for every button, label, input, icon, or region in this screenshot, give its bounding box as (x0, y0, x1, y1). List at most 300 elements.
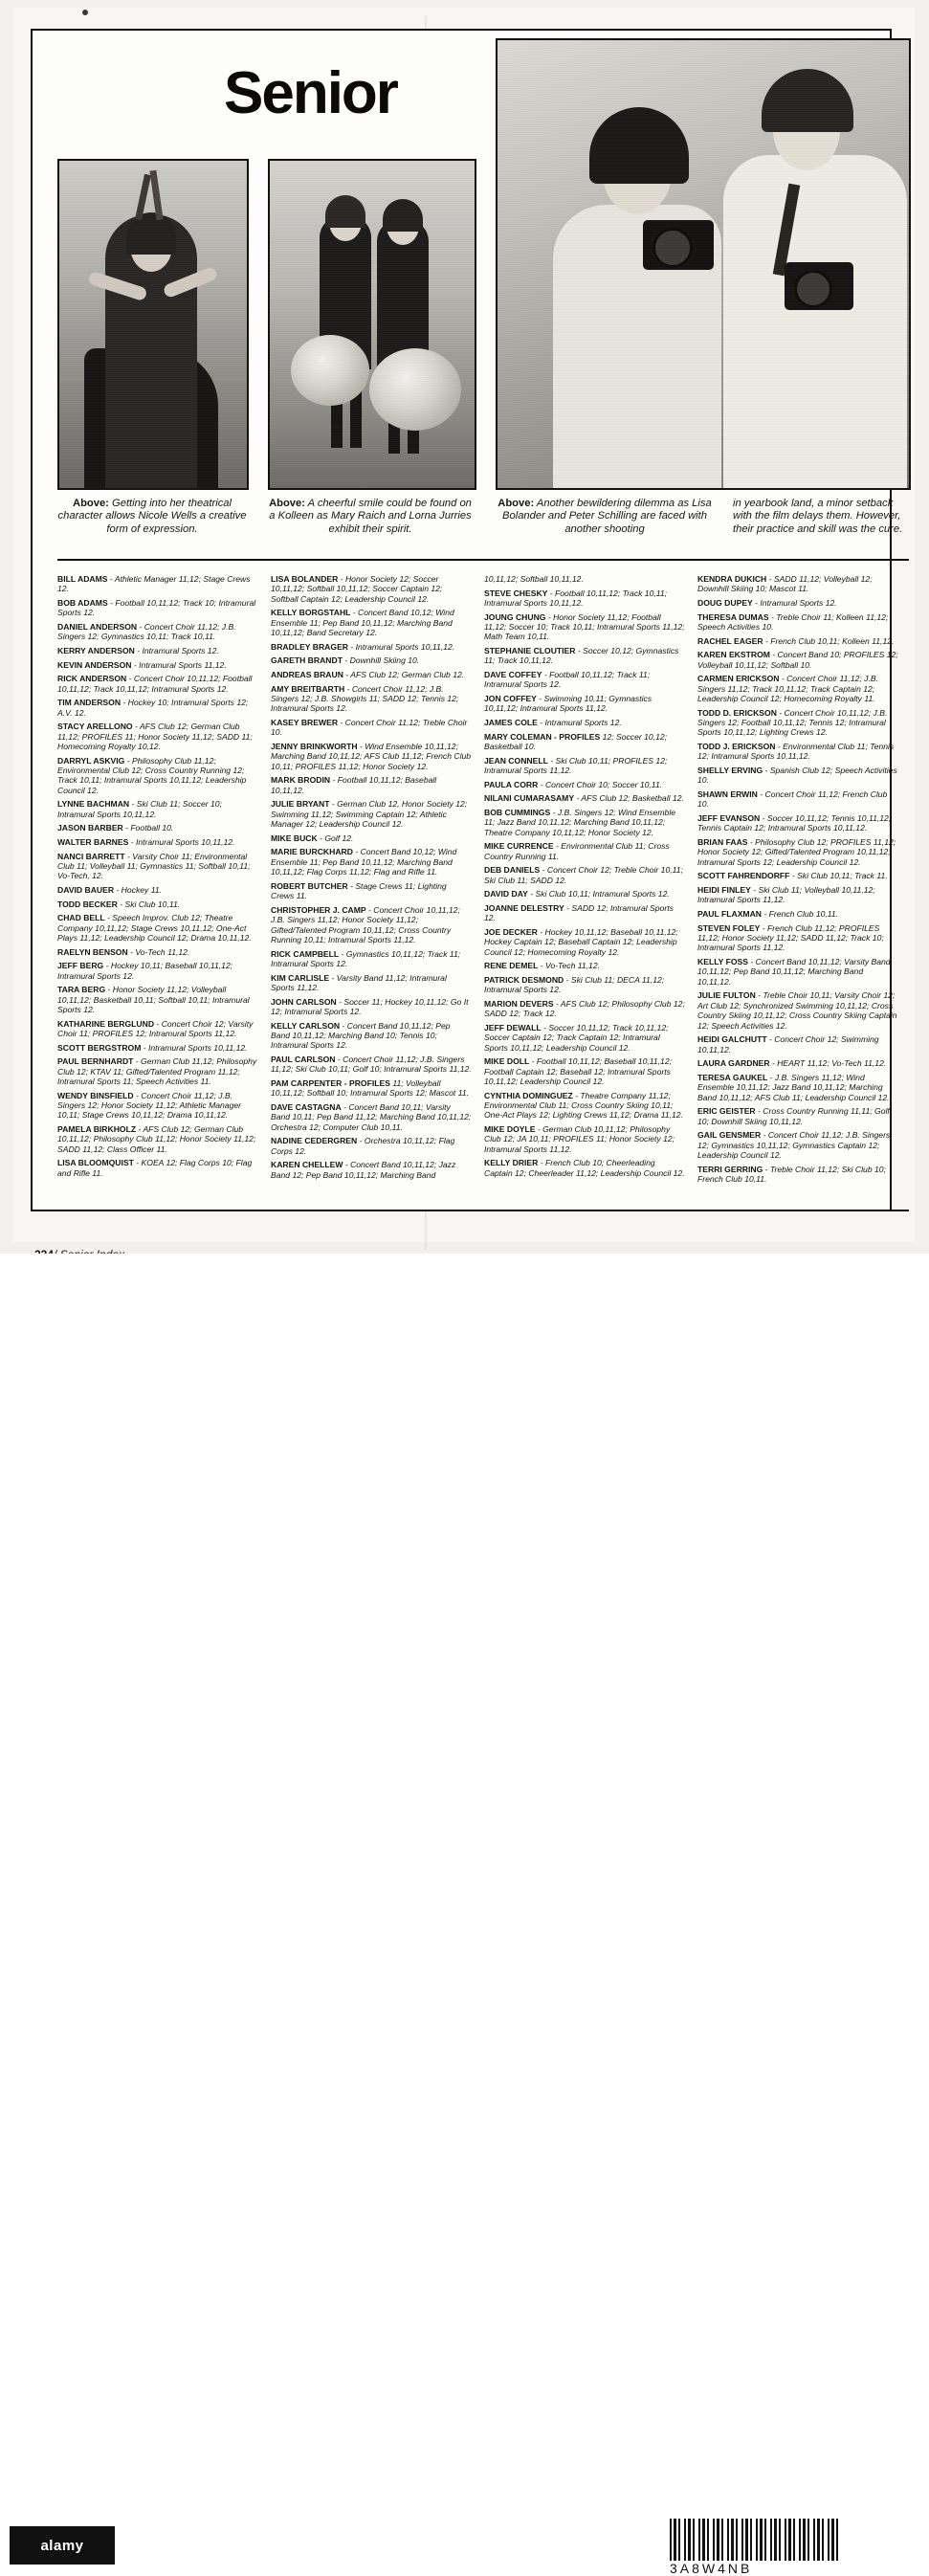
index-entry-name: LISA BLOOMQUIST (57, 1158, 134, 1168)
index-entry-activities: - AFS Club 12; German Club 10,11,12; Philosophy Club 11,12; Honor Society 11,12; SADD 11,12; Class Officer 11. (57, 1124, 256, 1154)
index-entry-name: SCOTT FAHRENDORFF (697, 871, 790, 881)
index-entry (697, 923, 898, 953)
alamy-logo (10, 2526, 115, 2565)
index-entry (57, 899, 258, 909)
photo-caption-3 (490, 498, 719, 536)
index-entry (57, 1124, 258, 1154)
index-entry-name: STEVE CHESKY (484, 588, 548, 598)
index-entry (271, 742, 472, 771)
index-entry-name: PAM CARPENTER - PROFILES (271, 1078, 390, 1089)
index-entry (271, 799, 472, 829)
index-entry-activities: - Intramural Sports 12. (537, 718, 622, 727)
index-entry-activities: - Ski Club 10,11. (117, 899, 181, 909)
index-entry-name: LAURA GARDNER (697, 1058, 770, 1069)
index-entry-activities: - AFS Club 12; Basketball 12. (574, 793, 684, 804)
index-entry-name: DEB DANIELS (484, 865, 541, 876)
index-entry-activities: - Soccer 10,11,12; Tennis 10,11,12; Tennis Captain 12; Intramural Sports 10,11,12. (697, 813, 892, 833)
image-code: 3A8W4NB (670, 2561, 753, 2576)
index-entry-activities: - Downhill Skiing 10. (342, 655, 420, 666)
index-entry (697, 636, 898, 646)
index-entry-activities: - Concert Choir 12; Treble Choir 10,11; Ski Club 11; SADD 12. (484, 865, 683, 885)
photo-lisa-bolander-peter-schilling (496, 38, 911, 490)
index-entry-name: DANIEL ANDERSON (57, 622, 138, 632)
index-entry (271, 574, 472, 604)
index-entry (271, 1102, 472, 1132)
index-entry-activities: - Honor Society 12; Soccer 10,11,12; Softball 10,11,12; Soccer Captain 12; Softball Captain 12; Leadership Council 12. (271, 574, 443, 604)
index-entry (271, 642, 472, 652)
index-entry-name: MARK BRODIN (271, 775, 331, 786)
index-entry-activities: - Concert Band 10; PROFILES 12; Volleyball 10,11,12; Softball 10. (697, 650, 898, 670)
index-column-3 (484, 574, 697, 1206)
index-entry-activities: - Environmental Club 11; Cross Country Running 11. (484, 841, 670, 861)
index-entry (697, 1034, 898, 1055)
index-entry-name: MARY COLEMAN - PROFILES (484, 731, 601, 742)
index-entry (271, 1160, 472, 1180)
senior-index-columns (57, 574, 911, 1206)
index-entry-activities: - Athletic Manager 11,12; Stage Crews 12. (57, 574, 251, 594)
index-entry-name: LYNNE BACHMAN (57, 799, 130, 810)
index-entry (697, 1130, 898, 1160)
index-entry-activities: - Concert Choir 11,12; J.B. Singers 11,12; Ski Club 10,11; Golf 10; Intramural Sports 11,12. (271, 1055, 472, 1075)
index-entry (271, 1136, 472, 1156)
index-entry (57, 885, 258, 895)
index-entry (697, 957, 898, 987)
index-entry-name: JASON BARBER (57, 823, 123, 833)
caption-lead: Above: (269, 498, 305, 509)
index-entry (697, 708, 898, 738)
index-entry-activities: - Ski Club 10,11; Track 11. (789, 871, 888, 881)
photo-mary-raich-lorna-jurries (268, 159, 476, 490)
index-entry-name: NANCI BARRETT (57, 851, 125, 861)
index-entry (484, 865, 685, 885)
index-entry (697, 1073, 898, 1102)
index-entry-name: GAIL GENSMER (697, 1130, 762, 1141)
index-entry-activities: - Orchestra 10,11,12; Flag Corps 12. (271, 1136, 455, 1156)
index-entry-name: ANDREAS BRAUN (271, 670, 343, 679)
index-entry-activities: - Football 10. (122, 823, 174, 833)
index-entry-name: MARIE BURCKHARD (271, 847, 353, 857)
index-entry-activities: - Concert Choir 10,11,12; J.B. Singers 12; Football 10,11,12; Tennis 12; Intramural Sports 10,11,12; Lighting Crews 12. (697, 707, 888, 738)
caption-text: Getting into her theatrical character allows Nicole Wells a creative form of expression. (57, 498, 247, 535)
index-entry (697, 789, 898, 810)
index-entry-name: RAELYN BENSON (57, 946, 128, 957)
index-entry (57, 674, 258, 694)
index-entry (57, 837, 258, 847)
index-entry-name: TIM ANDERSON (57, 698, 122, 708)
index-entry (57, 722, 258, 751)
photo-caption-1 (57, 498, 247, 536)
index-entry-activities: - Concert Choir 10,11,12; J.B. Singers 11,12; Honor Society 11,12; Gifted/Talented Program 10,11,12; Cross Country Running 10,11; Intramural Sports 11,12. (271, 904, 460, 945)
index-entry-name: KELLY CARLSON (271, 1020, 341, 1031)
index-entry-activities: - Concert Choir 10; Soccer 10,11. (538, 779, 663, 789)
index-entry (484, 1158, 685, 1178)
index-entry-name: TODD BECKER (57, 899, 118, 909)
index-entry (484, 670, 685, 690)
index-entry (271, 1055, 472, 1075)
index-entry (484, 808, 685, 837)
index-entry-activities: - Ski Club 10,11; Intramural Sports 12. (527, 889, 670, 899)
index-entry-activities: - German Club 10,11,12; Philosophy Club 12; JA 10,11; PROFILES 11; Honor Society 12; Intramural Sports 11,12. (484, 1124, 675, 1154)
index-entry-name: JULIE FULTON (697, 990, 756, 1001)
index-entry (484, 1056, 685, 1086)
index-entry (484, 961, 685, 970)
index-entry-name: DAVE COFFEY (484, 670, 542, 679)
index-entry (271, 833, 472, 843)
index-entry (271, 684, 472, 714)
index-entry-activities: - Intramural Sports 10,11,12. (348, 641, 455, 652)
index-entry-name: RICK CAMPBELL (271, 948, 340, 959)
index-entry-activities: - Football 10,11,12; Track 11; Intramural Sports 12. (484, 670, 651, 690)
page-title: Senior (224, 60, 397, 126)
index-entry (271, 670, 472, 679)
index-entry (57, 913, 258, 943)
index-entry-activities: - Philosophy Club 11,12; Environmental Club 12; Cross Country Running 12; Track 10,11; Intramural Sports 10,11,12; Leadership Council 12. (57, 755, 247, 795)
index-entry-activities: - German Club 11,12; Philosophy Club 12; KTAV 11; Gifted/Talented Program 11,12; Intramural Sports 11; Speech Activities 11. (57, 1056, 257, 1086)
index-entry-name: KENDRA DUKICH (697, 574, 767, 584)
caption-text: A cheerful smile could be found on a Kolleen as Mary Raich and Lorna Jurries exhibit their spirit. (269, 498, 472, 535)
index-column-2 (271, 574, 484, 1206)
index-entry-activities: - AFS Club 12; Philosophy Club 12; SADD 12; Track 12. (484, 998, 685, 1019)
index-entry-name: KASEY BREWER (271, 718, 339, 727)
index-entry-activities: - Concert Choir 11,12; Treble Choir 10. (271, 718, 468, 738)
index-entry (57, 1091, 258, 1121)
index-entry (697, 1058, 898, 1068)
index-entry-name: THERESA DUMAS (697, 611, 769, 622)
index-entry (697, 612, 898, 633)
barcode (670, 2519, 842, 2561)
index-entry (484, 889, 685, 899)
index-entry-name: DAVE CASTAGNA (271, 1102, 342, 1113)
index-entry-activities: - Honor Society 11,12; Football 11,12; Soccer 10; Track 10,11; Intramural Sports 11,12; Math Team 10,11. (484, 611, 685, 642)
index-entry-name: JAMES COLE (484, 718, 538, 727)
index-entry (484, 694, 685, 714)
photo-nicole-wells (57, 159, 249, 490)
index-entry (271, 973, 472, 993)
index-entry (57, 698, 258, 718)
index-entry-name: ERIC GEISTER (697, 1106, 756, 1117)
index-entry (484, 718, 685, 727)
index-entry-activities: - Concert Choir 12; Varsity Choir 11; PROFILES 12; Intramural Sports 11,12. (57, 1018, 254, 1038)
index-entry-name: TODD D. ERICKSON (697, 707, 777, 718)
index-entry (271, 1021, 472, 1051)
index-entry-activities: - Concert Choir 12; Swimming 10,11,12. (697, 1034, 879, 1055)
index-entry-activities: - Soccer 10,12; Gymnastics 11; Track 10,11,12. (484, 646, 679, 666)
index-entry-activities: - Concert Choir 11,12; J.B. Singers 11,12; Track 10,11,12; Track Captain 12; Leadership Council 12; Homecoming Royalty 11. (697, 674, 878, 703)
index-entry-activities: - Intramural Sports 10,11,12. (128, 837, 235, 847)
index-entry-activities: - Environmental Club 11; Tennis 12; Intramural Sports 10,11,12. (697, 742, 895, 762)
index-entry-name: BILL ADAMS (57, 574, 108, 584)
page-sheet (13, 8, 915, 1242)
index-entry-name: JEFF EVANSON (697, 813, 761, 823)
index-entry-activities: - Ski Club 11; Soccer 10; Intramural Sports 10,11,12. (57, 799, 222, 819)
index-entry-name: DAVID DAY (484, 889, 528, 899)
index-entry-name: RENE DEMEL (484, 961, 539, 971)
index-entry-activities: - Varsity Band 11,12; Intramural Sports 11,12. (271, 972, 447, 993)
index-entry (57, 799, 258, 819)
index-entry (484, 1023, 685, 1053)
index-entry (57, 1056, 258, 1086)
index-entry-activities: - AFS Club 12; German Club 12. (343, 670, 465, 679)
index-entry (697, 598, 898, 608)
index-entry (271, 1078, 472, 1099)
index-entry (57, 1043, 258, 1053)
index-entry-name: PAULA CORR (484, 779, 539, 789)
index-entry-activities: - Concert Choir 10,11,12; Football 10,11,12; Track 10,11,12; Intramural Sports 12. (57, 674, 253, 694)
index-entry-name: PAUL BERNHARDT (57, 1056, 134, 1067)
index-entry-activities: - Hockey 11. (114, 885, 163, 895)
index-entry-name: HEIDI GALCHUTT (697, 1034, 767, 1045)
index-entry-name: TARA BERG (57, 985, 106, 995)
index-entry-name: JOE DECKER (484, 926, 538, 937)
index-entry-activities: - Theatre Company 11,12; Environmental Club 11; Cross Country Skiing 10,11; One-Act Plays 12; Lighting Crews 11,12; Drama 11,12. (484, 1090, 683, 1121)
index-entry (57, 1019, 258, 1039)
index-entry-activities: - Concert Choir 11,12; J.B. Singers 12; Gymnastics 10,11,12; Gymnastics Captain 12; Leadership Council 12. (697, 1130, 891, 1161)
index-entry-activities: - Gymnastics 10,11,12; Track 11; Intramural Sports 12. (271, 948, 461, 969)
index-entry-activities: - Treble Choir 11,12; Ski Club 10; French Club 10,11. (697, 1164, 886, 1185)
index-entry-name: CHAD BELL (57, 913, 105, 923)
index-entry-activities: - Hockey 10,11; Baseball 10,11,12; Intramural Sports 12. (57, 961, 233, 981)
index-entry-name: DAVID BAUER (57, 885, 115, 895)
page-pin (82, 10, 88, 15)
index-entry (57, 1158, 258, 1178)
index-entry (57, 622, 258, 642)
index-entry-activities: - J.B. Singers 12; Wind Ensemble 11; Jazz Band 10,11,12; Marching Band 10,11,12; Theatre Company 10,11,12; Honor Society 12. (484, 807, 676, 837)
index-entry-name: NADINE CEDERGREN (271, 1136, 358, 1146)
index-entry-name: KERRY ANDERSON (57, 646, 135, 655)
index-entry-activities: - Concert Band 10,12; Wind Ensemble 11; Pep Band 10,11,12; Marching Band 10,11,12; Flag Corps 11,12; Flag and Rifle 11. (271, 847, 457, 877)
index-entry-name: MIKE CURRENCE (484, 841, 554, 852)
index-entry (697, 650, 898, 670)
index-entry (271, 608, 472, 637)
index-entry-name: TODD J. ERICKSON (697, 742, 776, 751)
index-entry (697, 837, 898, 867)
index-entry-name: PATRICK DESMOND (484, 974, 564, 985)
index-entry (484, 1091, 685, 1121)
index-entry-name: CHRISTOPHER J. CAMP (271, 904, 366, 915)
index-entry (697, 574, 898, 594)
index-entry (697, 871, 898, 880)
caption-text: in yearbook land, a minor setback with the film delays them. However, their practice and skill was the cure. (733, 498, 903, 535)
index-entry-name: JOANNE DELESTRY (484, 902, 564, 913)
index-entry-name: CARMEN ERICKSON (697, 674, 780, 684)
index-entry-name: PAMELA BIRKHOLZ (57, 1124, 137, 1134)
index-entry-activities: - Soccer 11; Hockey 10,11,12; Go It 12; Intramural Sports 12. (271, 996, 469, 1017)
index-entry-name: JULIE BRYANT (271, 799, 330, 810)
photo-caption-2 (266, 498, 475, 536)
index-column-4 (697, 574, 911, 1206)
index-entry (484, 841, 685, 861)
index-entry-name: RICK ANDERSON (57, 674, 127, 684)
index-entry (271, 949, 472, 969)
index-entry-name: KELLY DRIER (484, 1158, 539, 1168)
index-entry (484, 927, 685, 957)
index-entry (271, 997, 472, 1017)
index-entry-activities: - German Club 12, Honor Society 12; Swimming 11,12; Swimming Captain 12; Athletic Manager 12; Leadership Council 12. (271, 799, 468, 830)
index-entry-activities: - French Club 10; Cheerleading Captain 12; Cheerleader 11,12; Leadership Council 12. (484, 1158, 685, 1178)
index-entry (57, 646, 258, 655)
index-entry (697, 990, 898, 1031)
index-entry-name: KELLY FOSS (697, 957, 749, 966)
index-entry-activities: - Treble Choir 11; Kolleen 11,12; Speech Activities 10. (697, 611, 889, 632)
index-entry-activities: - Ski Club 10,11; PROFILES 12; Intramural Sports 11,12. (484, 755, 668, 775)
index-entry-name: JEFF DEWALL (484, 1022, 542, 1033)
index-entry (484, 732, 685, 752)
index-entry-activities: - HEART 11,12; Vo-Tech 11,12. (769, 1058, 887, 1069)
index-entry-activities: - French Club 11,12; PROFILES 11,12; Honor Society 11,12; SADD 11,12; Track 10; Intramural Sports 11,12. (697, 922, 884, 953)
index-entry (271, 905, 472, 945)
index-entry-activities: - Golf 12. (317, 833, 354, 843)
caption-lead: Above: (72, 498, 109, 509)
index-entry-activities: - Football 10,11,12; Track 10; Intramural Sports 12. (57, 598, 256, 618)
index-entry-activities: - Intramural Sports 12. (134, 646, 219, 655)
index-entry-activities: - Soccer 10,11,12; Track 10,11,12; Soccer Captain 12; Track Captain 12; Intramural Sports 10,11,12; Leadership Council 12. (484, 1022, 669, 1053)
index-entry-name: DARRYL ASKVIG (57, 755, 125, 766)
index-entry-activities: - KOEA 12; Flag Corps 10; Flag and Rifle 11. (57, 1158, 253, 1178)
index-entry (57, 660, 258, 670)
index-entry (271, 881, 472, 901)
index-entry-activities: - Concert Band 10,11,12; Pep Band 10,11,12; Marching Band 10; Tennis 10; Intramural Sports 12. (271, 1020, 451, 1051)
index-entry (484, 780, 685, 789)
index-entry-name: MIKE BUCK (271, 833, 318, 843)
index-entry-name: PAUL CARLSON (271, 1055, 336, 1065)
index-entry (57, 852, 258, 881)
index-entry-name: MIKE DOYLE (484, 1124, 536, 1134)
index-entry-activities: - Football 10,11,12; Baseball 10,11,12; Football Captain 12; Baseball 12; Intramural Sports 10,11,12; Leadership Council 12. (484, 1056, 673, 1086)
index-entry-name: HEIDI FINLEY (697, 885, 751, 895)
index-entry-name: BRADLEY BRAGER (271, 641, 349, 652)
index-entry-activities: - French Club 10,11. (762, 909, 839, 919)
index-entry-name: WENDY BINSFIELD (57, 1090, 134, 1100)
index-entry (697, 813, 898, 833)
index-entry-activities: - Philosophy Club 12; PROFILES 11,12; Honor Society 12; Gifted/Talented Program 10,11,12; Intramural Sports 12; Leadership Council 12. (697, 837, 896, 867)
index-entry-name: SCOTT BERGSTROM (57, 1042, 142, 1053)
index-entry-activities: - Concert Choir 11,12; J.B. Singers 12; Honor Society 11,12; Athletic Manager 10,11; Stage Crews 10,11,12; Drama 10,11,12. (57, 1090, 242, 1121)
index-entry-name: KEVIN ANDERSON (57, 659, 132, 670)
index-entry-name: SHELLY ERVING (697, 766, 763, 775)
index-entry-activities: - Speech Improv. Club 12; Theatre Company 10,11,12; Stage Crews 10,11,12; One-Act Plays 11,12; Leadership Council 12; Drama 10,11,12. (57, 913, 252, 943)
index-entry (697, 674, 898, 703)
index-entry-name: KELLY BORGSTAHL (271, 608, 351, 618)
index-entry-activities: - SADD 12; Intramural Sports 12. (484, 902, 674, 923)
index-entry-activities: 10,11,12; Softball 10,11,12. (484, 574, 584, 584)
index-entry-name: GARETH BRANDT (271, 655, 343, 666)
index-entry (484, 999, 685, 1019)
index-entry-activities: - Concert Band 10,11,12; Varsity Band 10,11,12; Pep Band 10,11,12; Marching Band 10,11,12. (697, 957, 891, 987)
index-entry-activities: - Concert Choir 11,12; J.B. Singers 12; Gymnastics 10,11; Track 10,11. (57, 622, 236, 642)
index-entry-activities: - French Club 10,11; Kolleen 11,12. (763, 635, 895, 646)
index-entry-name: TERESA GAUKEL (697, 1072, 768, 1082)
index-entry (57, 985, 258, 1014)
index-entry-name: JOHN CARLSON (271, 996, 337, 1007)
index-entry-activities: 12; Soccer 10,12; Basketball 10. (484, 731, 668, 751)
index-entry (697, 1165, 898, 1185)
index-entry-name: BOB CUMMINGS (484, 807, 551, 817)
index-entry-activities: - Swimming 10,11; Gymnastics 10,11,12; Intramural Sports 11,12. (484, 694, 653, 714)
index-entry (271, 847, 472, 877)
index-entry-activities: - Cross Country Running 11,11; Golf 10; Downhill Skiing 10,11,12. (697, 1106, 890, 1126)
index-entry (484, 574, 685, 584)
index-entry-activities: - Football 10,11,12; Track 10,11; Intramural Sports 10,11,12. (484, 588, 668, 608)
index-entry-name: JENNY BRINKWORTH (271, 742, 358, 751)
index-entry-activities: - Vo-Tech 11,12. (538, 961, 600, 971)
index-entry-name: MARION DEVERS (484, 998, 554, 1009)
index-entry-activities: - Honor Society 11,12; Volleyball 10,11,12; Basketball 10,11; Softball 10,11; Intramural Sports 12. (57, 985, 250, 1014)
index-entry (57, 598, 258, 618)
index-entry-name: STACY ARELLONO (57, 722, 133, 732)
index-entry-name: MIKE DOLL (484, 1056, 530, 1067)
index-entry-name: STEVEN FOLEY (697, 922, 761, 933)
index-entry (57, 823, 258, 833)
index-entry-name: JEFF BERG (57, 961, 104, 971)
photo-caption-4 (733, 498, 909, 536)
index-entry (484, 793, 685, 803)
index-entry-activities: 11; Volleyball 10,11,12; Softball 10; Intramural Sports 12; Mascot 11. (271, 1078, 470, 1099)
index-entry-name: STEPHANIE CLOUTIER (484, 646, 576, 655)
index-entry (271, 775, 472, 795)
index-entry-name: CYNTHIA DOMINGUEZ (484, 1090, 573, 1100)
index-entry (271, 718, 472, 738)
caption-text: Another bewildering dilemma as Lisa Bolander and Peter Schilling are faced with another shooting (502, 498, 712, 535)
index-entry (484, 588, 685, 609)
index-entry-name: BRIAN FAAS (697, 837, 748, 847)
index-entry-name: RACHEL EAGER (697, 635, 763, 646)
index-entry-name: ROBERT BUTCHER (271, 880, 348, 891)
index-entry-activities: - Spanish Club 12; Speech Activities 10. (697, 766, 897, 786)
index-entry-activities: - Concert Choir 11,12; French Club 10. (697, 789, 888, 810)
index-entry-name: BOB ADAMS (57, 598, 108, 608)
index-entry-activities: - Ski Club 11; DECA 11,12; Intramural Sports 12. (484, 974, 665, 995)
index-entry-name: WALTER BARNES (57, 837, 129, 847)
divider-bottom (57, 1210, 909, 1211)
index-entry-activities: - AFS Club 12; German Club 11,12; PROFILES 11; Honor Society 11,12; SADD 11; Homecoming Royalty 10,12. (57, 722, 253, 751)
index-entry-activities: - Football 10,11,12; Baseball 10,11,12. (271, 775, 437, 795)
index-entry-activities: - Concert Band 10,11; Varsity Band 10,11; Pep Band 11,12; Marching Band 10,11,12; Orchestra 12; Computer Club 10,11. (271, 1102, 472, 1132)
index-entry-activities: - SADD 11,12; Volleyball 12; Downhill Skiing 10; Mascot 11. (697, 574, 873, 594)
index-entry (271, 655, 472, 665)
index-entry-name: KIM CARLISLE (271, 972, 330, 983)
divider-top (57, 559, 909, 561)
index-entry (484, 756, 685, 776)
index-entry-name: AMY BREITBARTH (271, 683, 345, 694)
index-entry-activities: - Wind Ensemble 10,11,12; Marching Band 10,11,12; AFS Club 11,12; French Club 10,11; PROFILES 11,12; Honor Society 12. (271, 742, 472, 771)
index-entry (484, 612, 685, 642)
index-entry-activities: - Intramural Sports 12. (752, 598, 837, 608)
index-entry-name: SHAWN ERWIN (697, 789, 758, 799)
index-entry-activities: - Concert Choir 11,12; J.B. Singers 12; J.B. Showgirls 11; SADD 12; Tennis 12; Intramural Sports 12. (271, 683, 459, 714)
index-entry-activities: - J.B. Singers 11,12; Wind Ensemble 10,11,12; Jazz Band 10,11,12; Marching Band 10,11,12; AFS Club 11; Leadership Council 12. (697, 1072, 890, 1102)
index-entry-activities: - Vo-Tech 11,12. (127, 946, 190, 957)
index-entry-activities: - Concert Band 10,11,12; Jazz Band 12; Pep Band 10,11,12; Marching Band (271, 1160, 456, 1180)
index-entry (57, 756, 258, 796)
index-entry (697, 885, 898, 905)
index-entry-activities: - Hockey 10,11,12; Baseball 10,11,12; Hockey Captain 12; Baseball Captain 12; Leadership Council 12; Homecoming Royalty 12. (484, 926, 678, 957)
index-entry-name: KATHARINE BERGLUND (57, 1018, 155, 1029)
index-entry-name: KAREN CHELLEW (271, 1160, 343, 1170)
index-entry-activities: - Intramural Sports 11,12. (131, 659, 227, 670)
index-entry (697, 1106, 898, 1126)
index-entry-activities: - Ski Club 11; Volleyball 10,11,12; Intramural Sports 11,12. (697, 885, 875, 905)
index-entry (484, 975, 685, 995)
stock-watermark-band (0, 1254, 929, 2576)
index-entry (484, 903, 685, 923)
index-entry-name: DOUG DUPEY (697, 598, 753, 608)
index-entry (697, 742, 898, 762)
index-entry (57, 961, 258, 981)
index-entry-name: JON COFFEY (484, 694, 537, 703)
alamy-logo-text: alamy (40, 2537, 84, 2554)
index-entry-name: PAUL FLAXMAN (697, 909, 762, 919)
index-entry-name: NILANI CUMARASAMY (484, 793, 575, 804)
